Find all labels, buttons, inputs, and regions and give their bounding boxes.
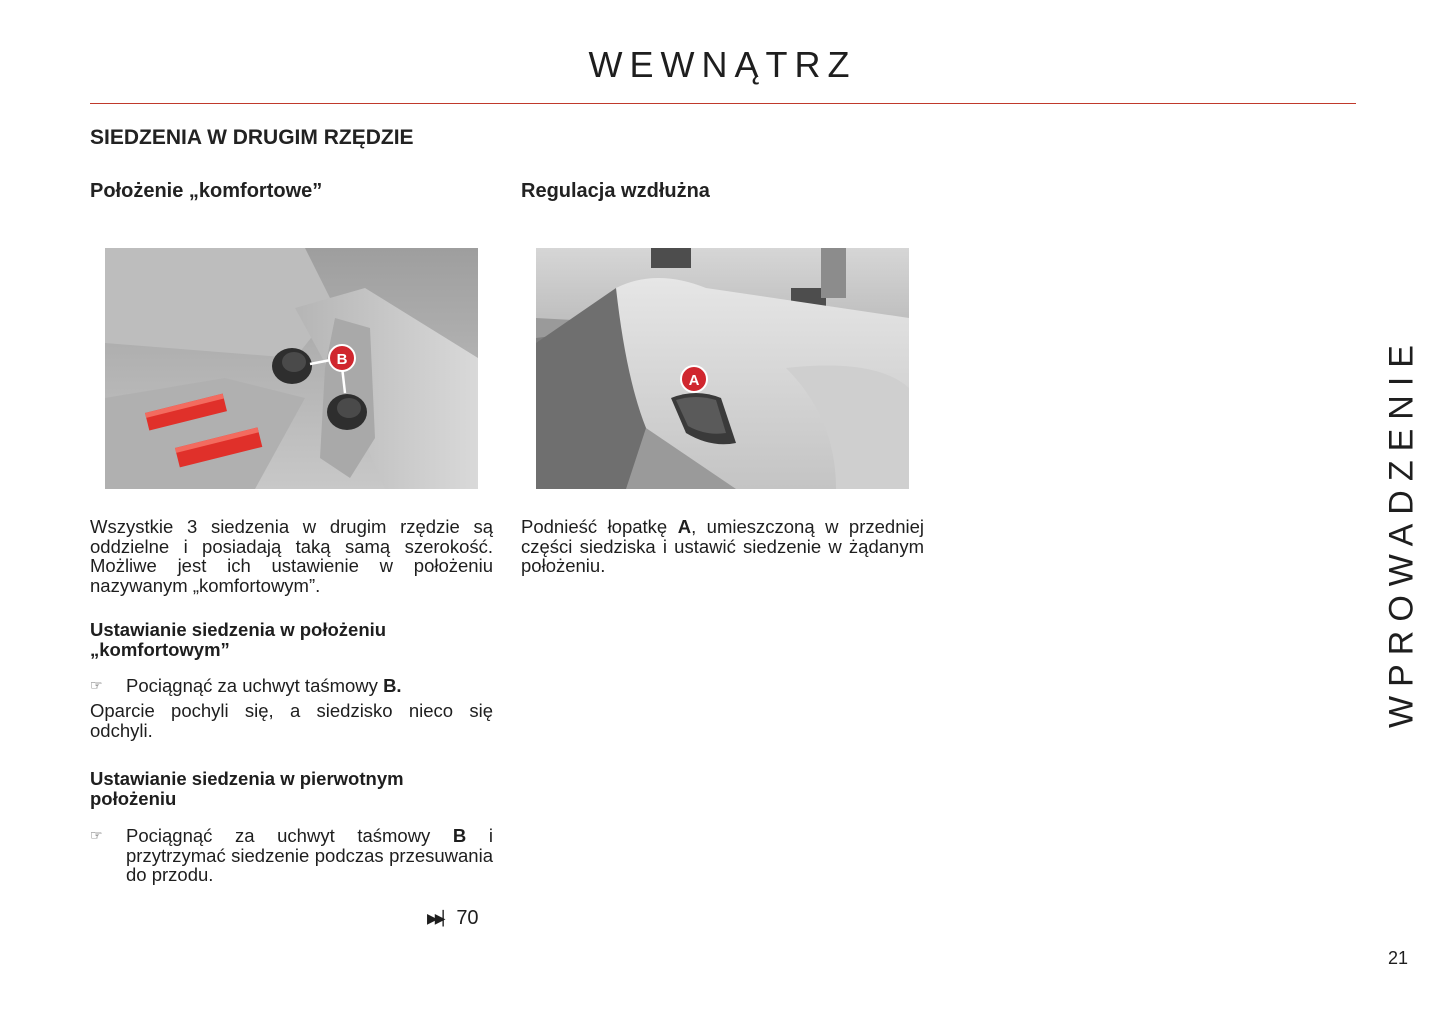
comfort-step-text: Pociągnąć za uchwyt taśmowy bbox=[126, 675, 384, 696]
original-step-suffix: i przytrzymać siedzenie podczas przesuwania do przodu. bbox=[126, 825, 494, 885]
comfort-setting-heading: Ustawianie siedzenia w położeniu „komfortowym” bbox=[90, 619, 387, 660]
comfort-intro-paragraph: Wszystkie 3 siedzenia w drugim rzędzie są oddzielne i posiadają taką samą szerokość. Możliwe jest ich ustawienie w położeniu nazywanym „komfortowym”. bbox=[90, 516, 493, 596]
longitudinal-text-prefix: Podnieść łopatkę bbox=[521, 516, 678, 537]
pointing-hand-icon: ☞ bbox=[90, 677, 103, 693]
comfort-result-paragraph: Oparcie pochyli się, a siedzisko nieco się odchyli. bbox=[90, 700, 493, 741]
comfort-handle-photo bbox=[105, 248, 478, 489]
page-reference-number: 70 bbox=[456, 907, 479, 929]
section-title: SIEDZENIA W DRUGIM RZĘDZIE bbox=[90, 126, 414, 149]
longitudinal-text-suffix: , umieszczoną w przedniej części siedziska i ustawić siedzenie w żądanym położeniu. bbox=[521, 516, 924, 576]
comfort-step-marker: B. bbox=[383, 675, 402, 696]
longitudinal-paragraph bbox=[521, 517, 924, 576]
page-number: 21 bbox=[1388, 948, 1409, 968]
page-reference[interactable] bbox=[427, 907, 479, 930]
header-divider bbox=[90, 103, 1356, 104]
original-step-marker: B bbox=[452, 825, 467, 846]
longitudinal-adjustment-subtitle: Regulacja wzdłużna bbox=[521, 180, 710, 202]
comfort-position-subtitle: Położenie „komfortowe” bbox=[90, 180, 323, 202]
longitudinal-text-marker: A bbox=[677, 516, 692, 537]
original-step-bullet bbox=[90, 826, 493, 885]
marker-b-label: B bbox=[336, 351, 348, 368]
original-setting-heading: Ustawianie siedzenia w pierwotnym położeniu bbox=[90, 768, 404, 809]
comfort-step-bullet bbox=[90, 676, 493, 696]
original-step-text: Pociągnąć za uchwyt taśmowy bbox=[126, 825, 453, 846]
fast-forward-icon: ▶▶▏ bbox=[427, 910, 451, 926]
chapter-side-tab bbox=[1382, 312, 1422, 752]
chapter-title: WEWNĄTRZ bbox=[588, 44, 857, 85]
side-tab-label: WPROWADZENIE bbox=[1382, 336, 1421, 728]
longitudinal-lever-photo bbox=[536, 248, 909, 489]
pointing-hand-icon: ☞ bbox=[90, 827, 103, 843]
marker-a-label: A bbox=[688, 372, 700, 389]
